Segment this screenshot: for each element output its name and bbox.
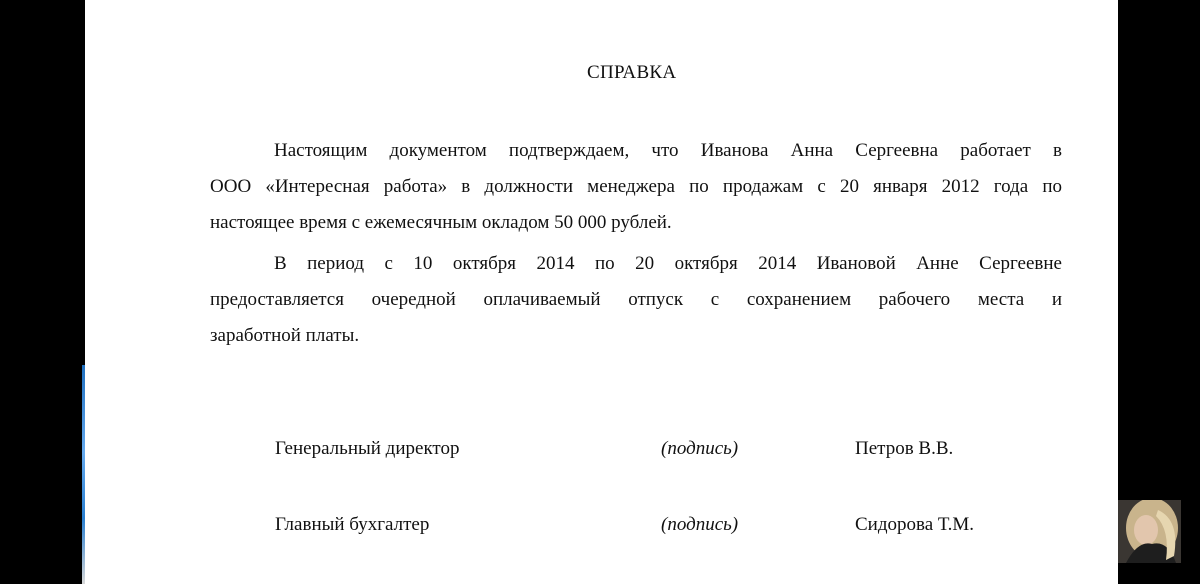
- signature-mark: (подпись): [661, 438, 739, 459]
- left-black-bar: [0, 0, 82, 584]
- signature-name: Петров В.В.: [855, 438, 954, 459]
- signature-mark: (подпись): [661, 514, 739, 535]
- signature-name: Сидорова Т.М.: [855, 514, 975, 535]
- right-black-bar: [1118, 0, 1200, 584]
- paragraph2-line3: заработной платы.: [210, 325, 360, 346]
- paragraph1-line3: настоящее время с ежемесячным окладом 50 000 рублей.: [210, 212, 672, 233]
- paragraph2-line2: предоставляется очередной оплачиваемый отпуск с сохранением рабочего места и: [210, 289, 1062, 310]
- webcam-person-icon: [1118, 500, 1181, 563]
- document-title: СПРАВКА: [587, 62, 677, 83]
- paragraph2-line1: В период с 10 октября 2014 по 20 октября 2014 Ивановой Анне Сергеевне: [274, 253, 1062, 274]
- document-page: [85, 0, 1118, 584]
- paragraph1-line2: ООО «Интересная работа» в должности менеджера по продажам с 20 января 2012 года по: [210, 176, 1062, 197]
- paragraph1-line1: Настоящим документом подтверждаем, что Иванова Анна Сергеевна работает в: [274, 140, 1062, 161]
- signature-position: Главный бухгалтер: [275, 514, 430, 535]
- signature-position: Генеральный директор: [275, 438, 460, 459]
